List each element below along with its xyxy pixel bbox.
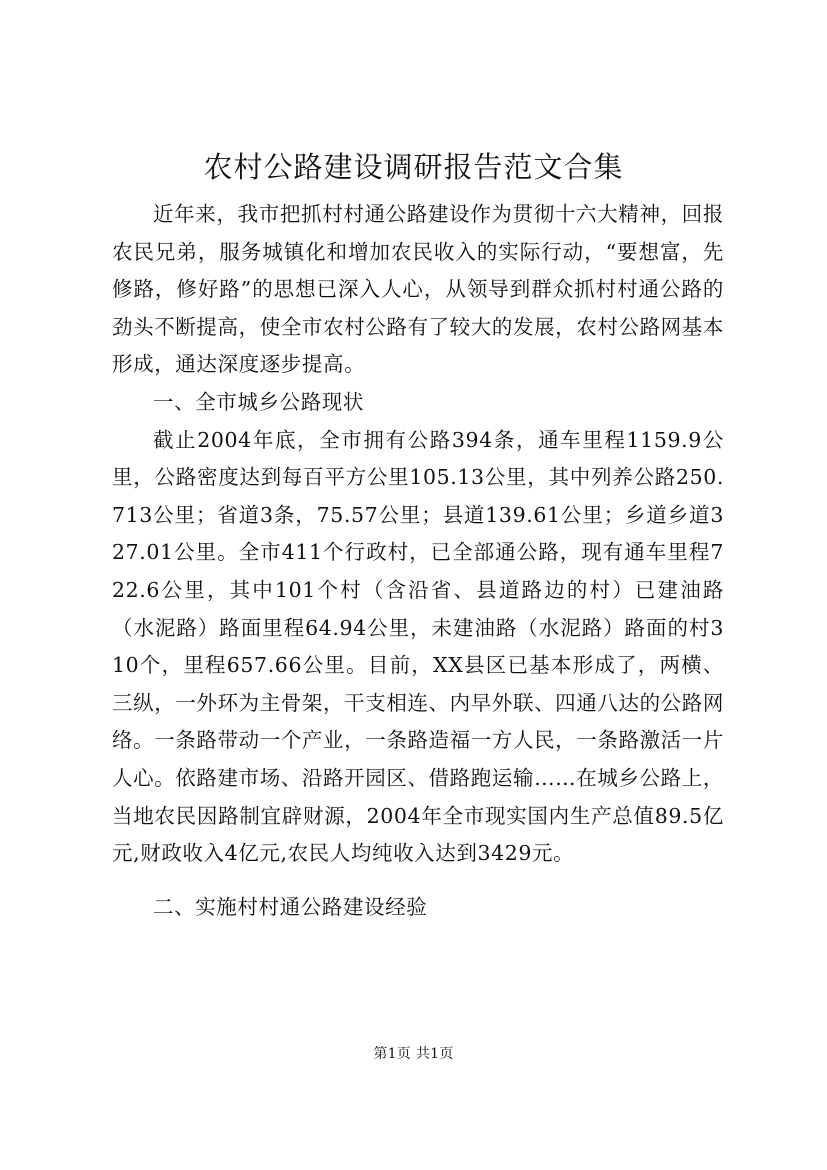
page-number-footer: 第1页 共1页: [373, 1046, 454, 1062]
document-body: [112, 196, 724, 926]
section-heading-2: 二、实施村村通公路建设经验: [153, 894, 428, 919]
document-title: 农村公路建设调研报告范文合集: [203, 150, 624, 184]
paragraph-status: 截止2004年底，全市拥有公路394条，通车里程1159.9公里，公路密度达到每百平方公里105.13公里，其中列养公路250.713公里；省道3条，75.57公里；县道139.61公里；乡道乡道327.01公里。全市411个行政村，已全部通公路，现有通车里程722.6公里，其中101个村（含沿省、县道路边的村）已建油路（水泥路）路面里程64.94公里，未建油路（水泥路）路面的村310个，里程657.66公里。目前，XX县区已基本形成了，两横、三纵，一外环为主骨架，干支相连、内早外联、四通八达的公路网络。一条路带动一个产业，一条路造福一方人民，一条路激活一片人心。依路建市场、沿路开园区、借路跑运输……在城乡公路上，当地农民因路制宜辟财源，2004年全市现实国内生产总值89.5亿元,财政收入4亿元,农民人均纯收入达到3429元。: [112, 427, 724, 866]
paragraph-spacer: [112, 873, 724, 889]
section-heading-1: 一、全市城乡公路现状: [153, 389, 364, 414]
paragraph-intro: 近年来，我市把抓村村通公路建设作为贯彻十六大精神，回报农民兄弟，服务城镇化和增加农民收入的实际行动，“要想富，先修路，修好路”的思想已深入人心，从领导到群众抓村村通公路的劲头不断提高，使全市农村公路有了较大的发展，农村公路网基本形成，通达深度逐步提高。: [112, 202, 724, 377]
